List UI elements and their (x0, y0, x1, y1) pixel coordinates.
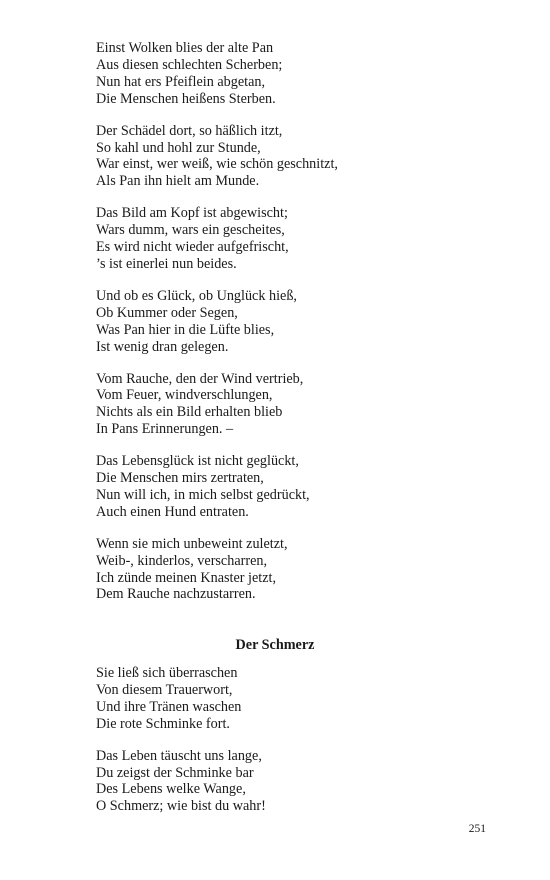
verse-line: Das Leben täuscht uns lange, (96, 747, 262, 764)
stanza (96, 371, 496, 439)
verse-line: In Pans Erinnerungen. – (96, 421, 234, 438)
stanza (96, 665, 496, 733)
verse-line: Ob Kummer oder Segen, (96, 304, 238, 321)
verse-line: Vom Feuer, windverschlungen, (96, 387, 273, 404)
stanza (96, 748, 496, 816)
verse-line: ’s ist einerlei nun beides. (96, 255, 237, 272)
verse-line: Und ob es Glück, ob Unglück hieß, (96, 287, 297, 304)
verse-line: Nun will ich, in mich selbst gedrückt, (96, 486, 310, 503)
verse-line: Und ihre Tränen waschen (96, 698, 242, 715)
stanza (96, 536, 496, 604)
verse-line: Als Pan ihn hielt am Munde. (96, 173, 260, 190)
verse-line: Einst Wolken blies der alte Pan (96, 40, 274, 56)
stanza (96, 40, 496, 108)
stanza (96, 123, 496, 191)
verse-line: Was Pan hier in die Lüfte blies, (96, 321, 275, 338)
verse-line: Das Bild am Kopf ist abgewischt; (96, 205, 288, 222)
verse-line: Nun hat ers Pfeiflein abgetan, (96, 73, 266, 90)
verse-line: Nichts als ein Bild erhalten blieb (96, 404, 283, 421)
verse-line: Ist wenig dran gelegen. (96, 338, 229, 355)
verse-line: Ich zünde meinen Knaster jetzt, (96, 569, 277, 586)
verse-line: Wenn sie mich unbeweint zuletzt, (96, 535, 288, 552)
verse-line: Vom Rauche, den der Wind vertrieb, (96, 370, 304, 387)
verse-line: Die Menschen mirs zertraten, (96, 470, 264, 487)
verse-line: Weib-, kinderlos, verscharren, (96, 552, 268, 569)
poem-2 (96, 665, 496, 830)
stanza (96, 288, 496, 356)
verse-line: Sie ließ sich überraschen (96, 665, 238, 681)
verse-line: War einst, wer weiß, wie schön geschnitzt, (96, 156, 338, 173)
poem-1 (96, 40, 496, 618)
verse-line: Es wird nicht wieder aufgefrischt, (96, 239, 289, 256)
stanza (96, 453, 496, 521)
verse-line: Das Lebensglück ist nicht geglückt, (96, 453, 299, 470)
verse-line: Von diesem Trauerwort, (96, 681, 233, 698)
verse-line: Die rote Schminke fort. (96, 715, 230, 732)
verse-line: Du zeigst der Schminke bar (96, 764, 254, 781)
verse-line: Dem Rauche nachzustarren. (96, 586, 256, 603)
page-number: 251 (468, 823, 486, 835)
verse-line: So kahl und hohl zur Stunde, (96, 139, 261, 156)
verse-line: Wars dumm, wars ein gescheites, (96, 222, 285, 239)
verse-line: Die Menschen heißens Sterben. (96, 90, 276, 107)
verse-line: Aus diesen schlechten Scherben; (96, 56, 283, 73)
verse-line: O Schmerz; wie bist du wahr! (96, 798, 266, 815)
verse-line: Des Lebens welke Wange, (96, 781, 246, 798)
poem-title: Der Schmerz (235, 637, 315, 653)
verse-line: Der Schädel dort, so häßlich itzt, (96, 122, 283, 139)
verse-line: Auch einen Hund entraten. (96, 503, 249, 520)
stanza (96, 205, 496, 273)
